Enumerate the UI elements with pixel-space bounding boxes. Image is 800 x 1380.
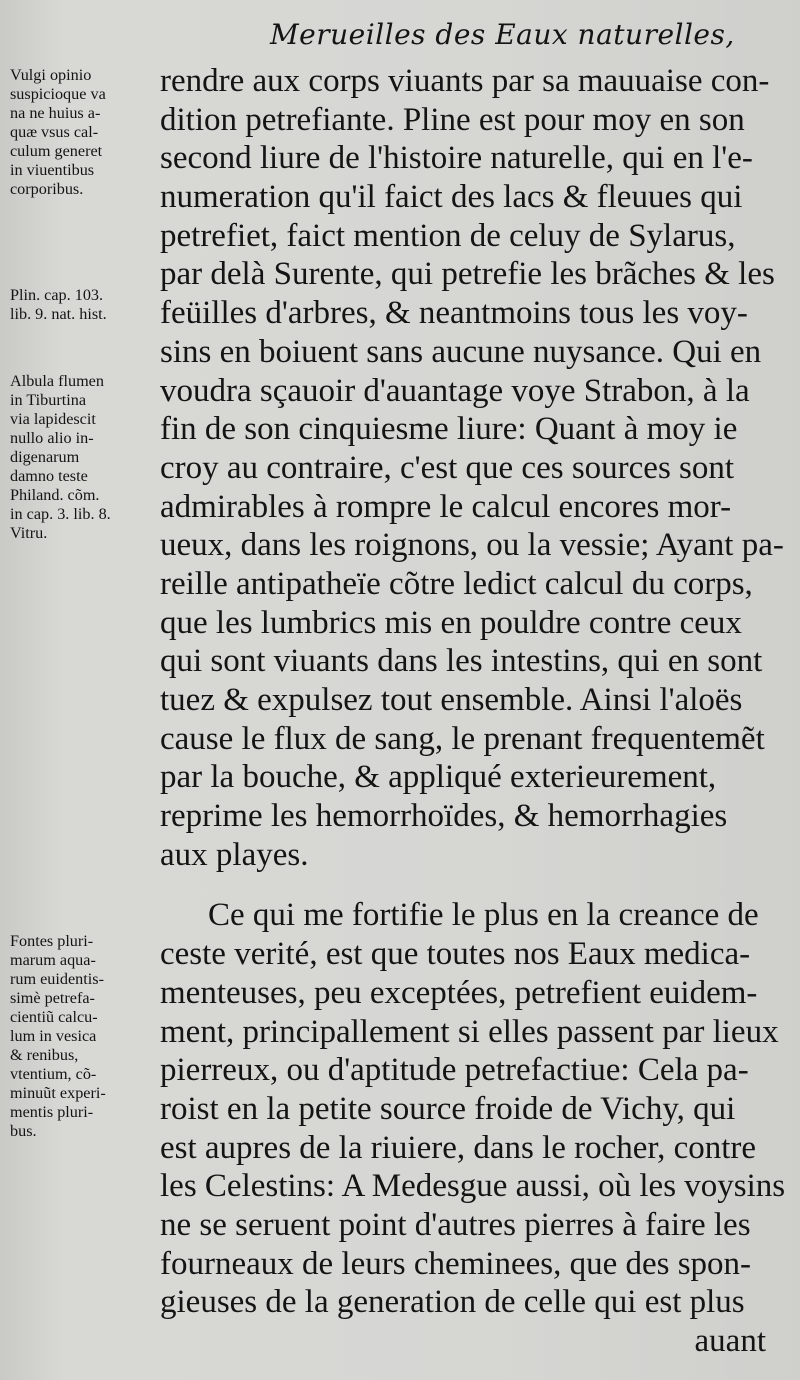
text-line: ment, principallement si elles passent par lieux xyxy=(160,1013,779,1050)
text-line: gieuses de la generation de celle qui est plus xyxy=(160,1284,745,1321)
margin-line: & renibus, xyxy=(10,1046,79,1064)
paragraph-2 xyxy=(160,896,786,1322)
text-line: fin de son cinquiesme liure: Quant à moy ie xyxy=(160,411,738,448)
text-line: les Celestins: A Medesgue aussi, où les voysins xyxy=(160,1168,786,1205)
text-line: sins en boiuent sans aucune nuysance. Qui en xyxy=(160,333,762,370)
margin-line: simè petrefa- xyxy=(10,989,95,1007)
margin-note-plin xyxy=(10,286,156,324)
catchword: auant xyxy=(694,1323,766,1359)
margin-line: Vulgi opinio xyxy=(10,66,92,84)
text-line: ne se seruent point d'autres pierres à faire les xyxy=(160,1206,751,1243)
text-line: est aupres de la riuiere, dans le rocher, contre xyxy=(160,1129,757,1166)
text-line: fourneaux de leurs cheminees, que des spon- xyxy=(160,1245,752,1282)
paragraph-gap xyxy=(160,874,772,896)
text-line: admirables à rompre le calcul encores mor- xyxy=(160,488,732,525)
running-head: Merueilles des Eaux naturelles, xyxy=(270,18,735,51)
margin-line: vtentium, cõ- xyxy=(10,1065,97,1083)
margin-line: lum in vesica xyxy=(10,1027,97,1045)
text-line: second liure de l'histoire naturelle, qui en l'e- xyxy=(160,140,753,177)
text-line: ueux, dans les roignons, ou la vessie; Ayant pa- xyxy=(160,527,784,564)
margin-line: minuũt experi- xyxy=(10,1084,106,1102)
paragraph-1 xyxy=(160,62,784,874)
margin-line: Plin. cap. 103. xyxy=(10,286,104,304)
text-line: roist en la petite source froide de Vichy, qui xyxy=(160,1090,736,1127)
margin-line: digenarum xyxy=(10,448,80,466)
text-line: pierreux, ou d'aptitude petrefactiue: Cela pa- xyxy=(160,1052,749,1089)
margin-line: lib. 9. nat. hist. xyxy=(10,305,107,323)
margin-note-albula xyxy=(10,372,156,543)
text-line: cause le flux de sang, le prenant frequentemẽt xyxy=(160,720,765,757)
margin-line: corporibus. xyxy=(10,180,84,198)
margin-line: Albula flumen xyxy=(10,372,104,390)
text-line: croy au contraire, c'est que ces sources sont xyxy=(160,449,735,486)
text-line: qui sont viuants dans les intestins, qui en sont xyxy=(160,643,763,680)
margin-line: bus. xyxy=(10,1122,37,1140)
margin-line: nullo alio in- xyxy=(10,429,94,447)
margin-line: rum euidentis- xyxy=(10,970,104,988)
text-line: tuez & expulsez tout ensemble. Ainsi l'aloës xyxy=(160,682,743,718)
text-line: feüilles d'arbres, & neantmoins tous les voy- xyxy=(160,295,748,332)
text-line: aux playes. xyxy=(160,836,309,873)
text-line: voudra sçauoir d'auantage voye Strabon, à la xyxy=(160,372,750,409)
margin-line: damno teste xyxy=(10,467,88,485)
text-line: que les lumbrics mis en pouldre contre ceux xyxy=(160,604,742,641)
text-line: Ce qui me fortifie le plus en la creance de xyxy=(208,897,759,934)
margin-line: Vitru. xyxy=(10,524,48,542)
margin-line: in Tiburtina xyxy=(10,391,87,409)
margin-line: culum generet xyxy=(10,142,103,160)
text-line: numeration qu'il faict des lacs & fleuues qui xyxy=(160,179,743,216)
text-line: petrefiet, faict mention de celuy de Sylarus, xyxy=(160,217,736,254)
text-line: par la bouche, & appliqué exterieurement, xyxy=(160,759,717,796)
text-line: reprime les hemorrhoïdes, & hemorrhagies xyxy=(160,798,728,835)
text-line: menteuses, peu exceptées, petrefient euidem- xyxy=(160,974,758,1011)
margin-line: via lapidescit xyxy=(10,410,96,428)
margin-line: in cap. 3. lib. 8. xyxy=(10,505,111,523)
text-line: reille antipatheïe cõtre ledict calcul du corps, xyxy=(160,565,753,602)
margin-note-fontes xyxy=(10,932,156,1141)
text-line: par delà Surente, qui petrefie les brãches & les xyxy=(160,256,775,293)
text-line: ceste verité, est que toutes nos Eaux medica- xyxy=(160,936,751,973)
margin-line: na ne huius a- xyxy=(10,104,101,122)
margin-line: quæ vsus cal- xyxy=(10,123,99,141)
margin-line: mentis pluri- xyxy=(10,1103,94,1121)
margin-line: Fontes pluri- xyxy=(10,932,94,950)
margin-line: Philand. cõm. xyxy=(10,486,100,504)
body-text xyxy=(160,62,786,1361)
margin-note-vulgi xyxy=(10,66,156,199)
margin-line: in viuentibus xyxy=(10,161,95,179)
margin-line: suspicioque va xyxy=(10,85,106,103)
margin-line: cientiũ calcu- xyxy=(10,1008,98,1026)
text-line: dition petrefiante. Pline est pour moy en son xyxy=(160,101,745,138)
text-line: rendre aux corps viuants par sa mauuaise con- xyxy=(160,63,770,99)
margin-line: marum aqua- xyxy=(10,951,96,969)
